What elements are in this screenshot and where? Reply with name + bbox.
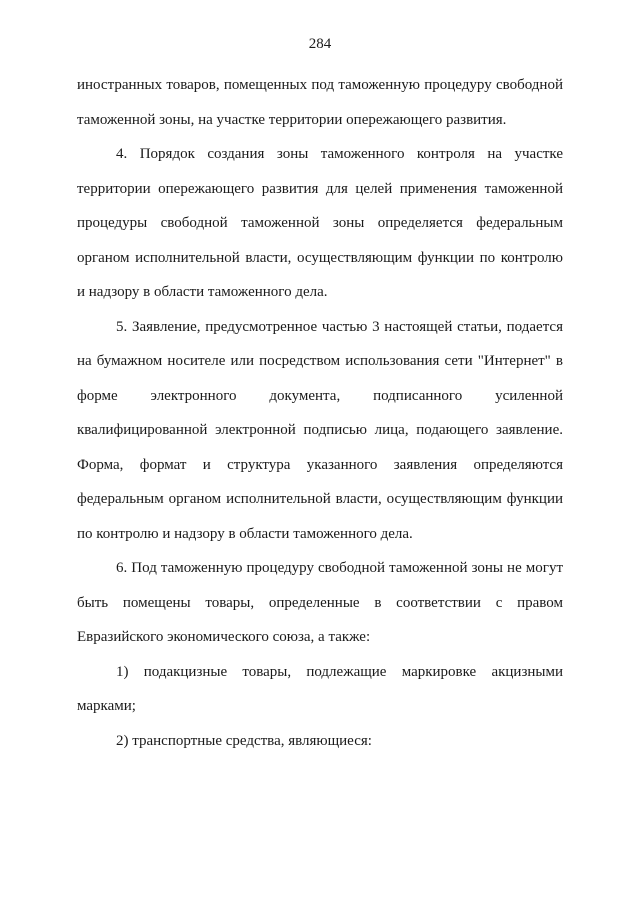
page-number: 284 [308, 36, 332, 52]
paragraph-item-5: 5. Заявление, предусмотренное частью 3 настоящей статьи, подается на бумажном носителе или посредством использования сети "Интернет" в форме электронного документа, подписанного усиленной квалифицированной электронной подписью лица, подающего заявление. Форма, формат и структура указанного заявления определяются федеральным органом исполнительной власти, осуществляющим функции по контролю и надзору в области таможенного дела. [77, 318, 563, 542]
document-body [77, 68, 563, 758]
paragraph-item-6: 6. Под таможенную процедуру свободной таможенной зоны не могут быть помещены товары, определенные в соответствии с правом Евразийского экономического союза, а также: [77, 560, 563, 645]
paragraph-item-4: 4. Порядок создания зоны таможенного контроля на участке территории опережающего развития для целей применения таможенной процедуры свободной таможенной зоны определяется федеральным органом исполнительной власти, осуществляющим функции по контролю и надзору в области таможенного дела. [77, 146, 563, 300]
paragraph-continuation: иностранных товаров, помещенных под таможенную процедуру свободной таможенной зоны, на участке территории опережающего развития. [77, 77, 563, 128]
paragraph-subitem-2: 2) транспортные средства, являющиеся: [116, 732, 372, 749]
paragraph-subitem-1: 1) подакцизные товары, подлежащие маркировке акцизными марками; [77, 663, 563, 714]
